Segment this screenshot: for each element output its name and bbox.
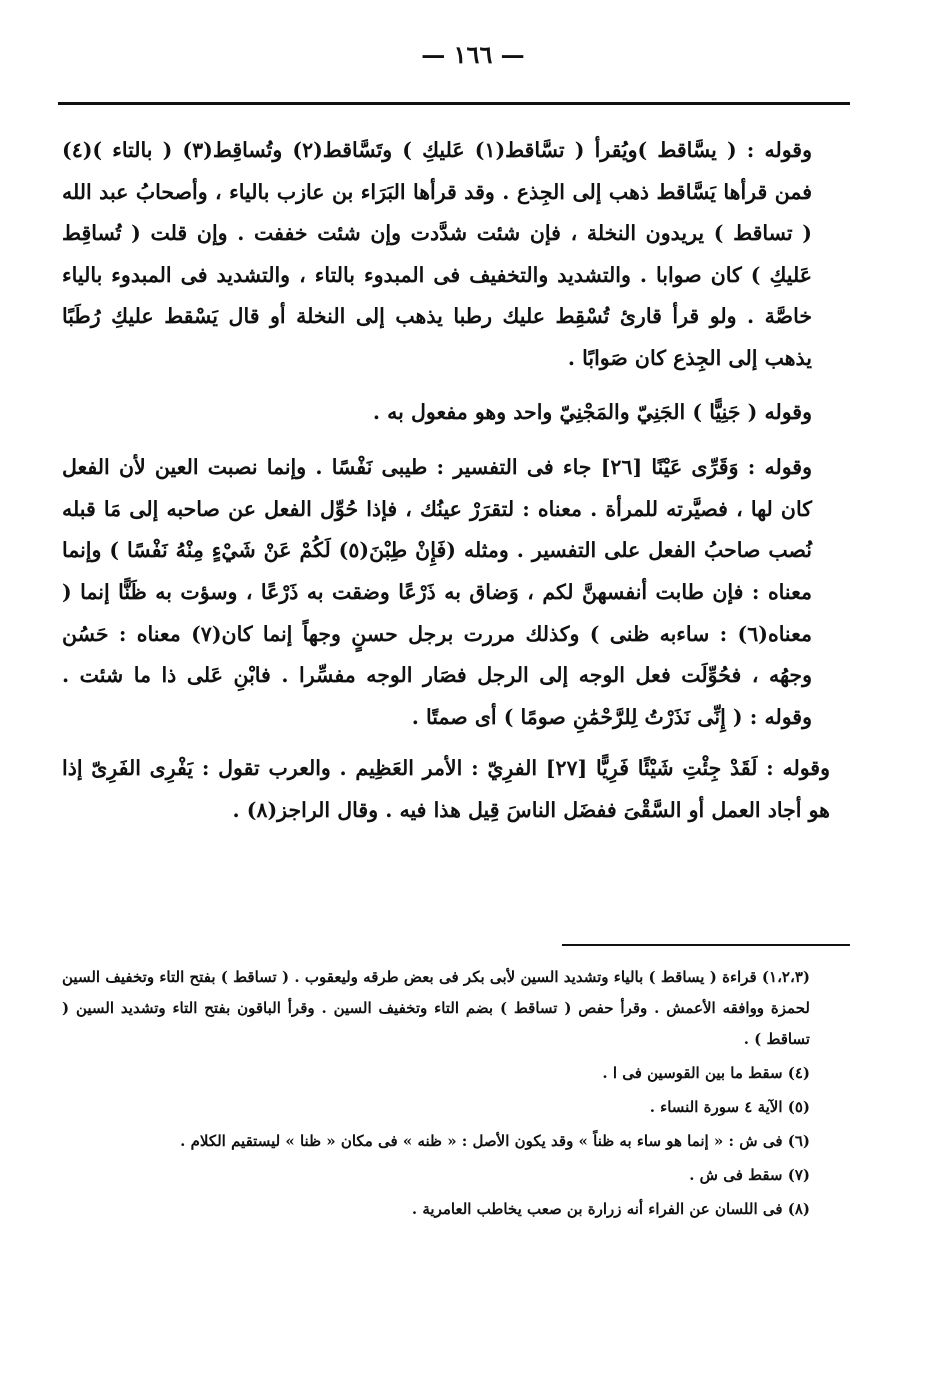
paragraph-yassaqat: وقوله : ( يسَّاقط )ويُقرأ ( تسَّاقط(١) عَليكِ ) وتَسَّاقط(٢) وتُساقِط(٣) ( بالتاء )(٤) فمن قرأها يَسَّاقط ذهب إلى الجِذع . وقد قرأها البَرَاء بن عازب بالياء ، وأصحابُ عبد الله ( تساقط ) يريدون النخلة ، فإن شئت شدَّدت وإن شئت خففت . وإن قلت ( تُساقِط عَليكِ ) كان صوابا . والتشديد والتخفيف فى المبدوء بالتاء ، والتشديد فى المبدوء بالياء خاصَّة . ولو قرأ قارئ تُسْقِط عليك رطبا يذهب إلى النخلة أو قال يَسْقط عليكِ رُطَبًا يذهب إلى الجِذع كان صَوابًا . bbox=[62, 138, 812, 370]
footnote-5: (٥) الآية ٤ سورة النساء . bbox=[649, 1098, 810, 1116]
paragraph-qarri-aynan: وقوله : وَقَرِّى عَيْنًا [٢٦] جاء فى التفسير : طيبى نَفْسًا . وإنما نصبت العين لأن الفعل كان لها ، فصيَّرته للمرأة . معناه : لتقرَرْ عينُك ، فإذا حُوِّل الفعل عن صاحبه إلى مَا قبله نُصب صاحبُ الفعل على التفسير . ومثله (فَإِنْ طِبْنَ(٥) لَكُمْ عَنْ شَيْءٍ مِنْهُ نَفْسًا ) وإنما معناه : فإن طابت أنفسهنَّ لكم ، وَضاق به ذَرْعًا وضقت به ذَرْعًا ، وسؤت به ظَنًّا إنما ( معناه(٦) : ساءبه ظنى ) وكذلك مررت برجل حسنٍ وجهاً إنما كان(٧) معناه : حَسُن وجهُه ، فحُوِّلَت فعل الوجه إلى الرجل فصَار الوجه مفسِّرا . فابْنِ عَلى ذا ما شئت . وقوله : ( إِنِّى نَذَرْتُ لِلرَّحْمَٰنِ صومًا ) أى صمتًا . bbox=[62, 455, 813, 729]
footnotes bbox=[62, 962, 850, 1225]
footnote-4: (٤) سقط ما بين القوسين فى ا . bbox=[602, 1064, 810, 1082]
footnote-rule bbox=[562, 944, 850, 946]
main-text bbox=[62, 130, 850, 832]
paragraph-janiyya: وقوله ( جَنِيًّا ) الجَنِيّ والمَجْنِيّ واحد وهو مفعول به . bbox=[372, 399, 812, 424]
footnote-7: (٧) سقط فى ش . bbox=[689, 1166, 810, 1184]
paragraph-shayan-fariyya: وقوله : لَقَدْ جِئْتِ شَيْئًا فَرِيًّا [٢٧] الفرِيّ : الأمر العَظِيم . والعرب تقول : يَفْرِى الفَرِىّ إذا هو أجاد العمل أو السَّقْىَ ففضَل الناسَ قِيل هذا فيه . وقال الراجز(٨) . bbox=[62, 756, 831, 822]
footnote-6: (٦) فى ش : « إنما هو ساء به ظناً » وقد يكون الأصل : « ظنه » فى مكان « ظنا » ليستقيم الكلام . bbox=[180, 1132, 810, 1150]
header-rule bbox=[58, 102, 850, 105]
page-number: — ١٦٦ — bbox=[421, 40, 525, 69]
footnote-8: (٨) فى اللسان عن الفراء أنه زرارة بن صعب يخاطب العامرية . bbox=[411, 1200, 810, 1218]
footnote-1-2-3: (١،٢،٣) قراءة ( يساقط ) بالياء وتشديد السين لأبى بكر فى بعض طرقه وليعقوب . ( تساقط ) بفتح التاء وتخفيف السين لحمزة ووافقه الأعمش . وقرأ حفص ( تساقط ) بضم التاء وتخفيف السين . وقرأ الباقون بفتح التاء وتشديد السين ( تساقط ) . bbox=[62, 968, 810, 1048]
